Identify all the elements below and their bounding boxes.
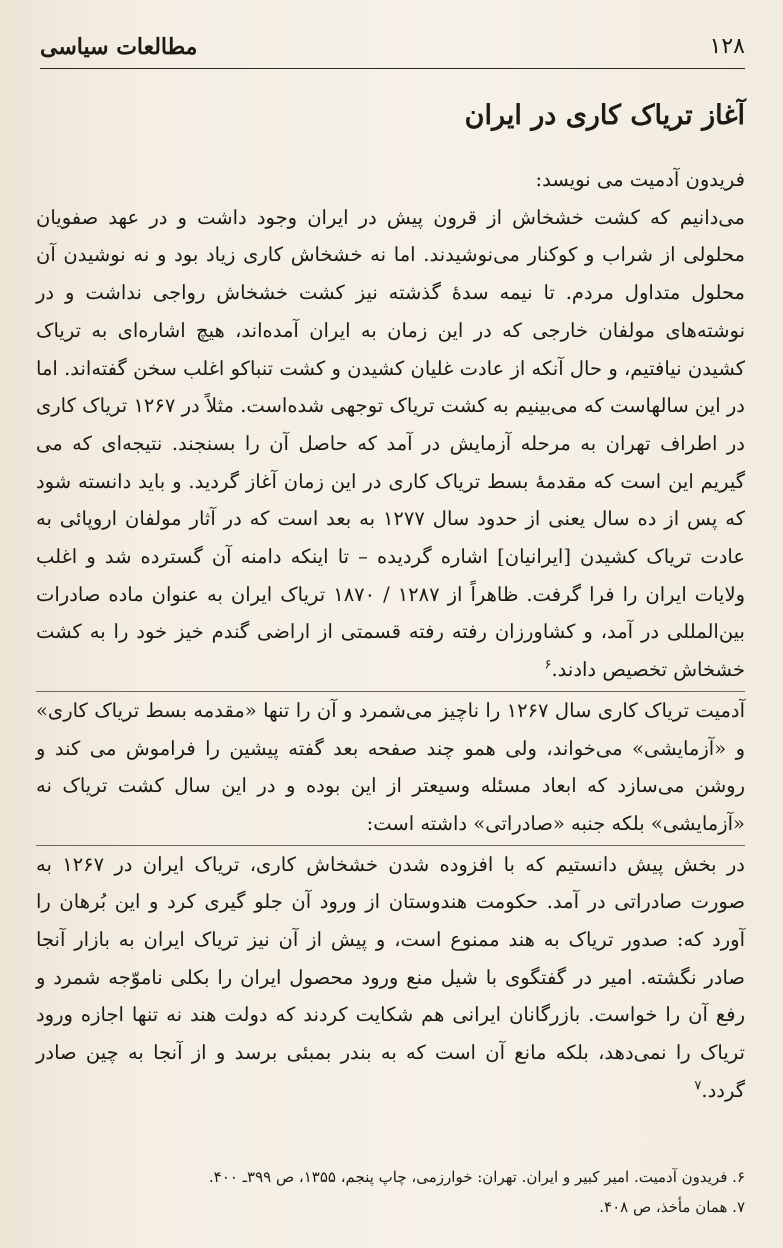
intro-line: فریدون آدمیت می نویسد: xyxy=(535,168,745,191)
body-paragraph-2: آدمیت تریاک کاری سال ۱۲۶۷ را ناچیز می‌شمرد و آن را تنها «مقدمه بسط تریاک کاری» و «آزمایشی» می‌خواند، ولی همو چند صفحه بعد گفته پیشین را فراموش می کند و روشن می‌سازد که ابعاد مسئله وسیعتر از این بوده و در این سال کشت تریاک نه «آزمایشی» بلکه جنبه «صادراتی» داشته است: xyxy=(36,692,745,846)
page-number: ۱۲۸ xyxy=(709,34,745,59)
footnote-ref-7: ۷ xyxy=(694,1078,702,1094)
section-title: آغاز تریاک کاری در ایران xyxy=(464,100,745,131)
page-header xyxy=(40,28,745,69)
quote-text-2: در بخش پیش دانستیم که با افزوده شدن خشخاش کاری، تریاک ایران در ۱۲۶۷ به صورت صادراتی در آمد. حکومت هندوستان از ورود آن جلو گیری کرد و این بُرهان را آورد که: صدور تریاک به هند ممنوع است، و پیش از آن نیز تریاک ایران به بازار آنجا صادر نگشته. امیر در گفتگوی با شیل منع ورود محصول ایران را بکلی ناموّجه شمرد و رفع آن را خواست. بازرگانان ایرانی هم شکایت کردند که دولت هند نه تنها اجازه ورود تریاک را نمی‌دهد، بلکه مانع آن است که به بندر بمبئی برسد و از آنجا به چین صادر گردد. xyxy=(36,852,745,1102)
quote-block-1 xyxy=(36,199,745,692)
quote-text-1: می‌دانیم که کشت خشخاش از قرون پیش در ایران وجود داشت و در عهد صفویان محلولی از شراب و کوکنار می‌نوشیدند. اما نه خشخاش کاری زیاد بود و نه نوشیدن آن محلول متداول مردم. تا نیمه سدهٔ گذشته نیز کشت خشخاش رواجی نداشت و در نوشته‌های مولفان خارجی که در این زمان به ایران آمده‌اند، هیچ اشاره‌ای به تریاک کشیدن نیافتیم، و حال آنکه از عادت غلیان کشیدن و کشت تنباکو اغلب سخن گفته‌اند. اما در این سالهاست که می‌بینیم به کشت تریاک توجهی شده‌است. مثلاً در ۱۲۶۷ تریاک کاری در اطراف تهران به مرحله آزمایش در آمد که حاصل آن را بسنجند. نتیجه‌ای که می گیریم این است که مقدمهٔ بسط تریاک کاری در این زمان آغاز گردید. و باید دانسته شود که پس از ده سال یعنی از حدود سال ۱۲۷۷ به بعد است که در آثار مولفان اروپائی به عادت تریاک کشیدن [ایرانیان] اشاره گردیده – تا اینکه دامنه آن گسترده شد و اغلب ولایات ایران را فرا گرفت. ظاهراً از ۱۲۸۷ / ۱۸۷۰ تریاک ایران به عنوان ماده صادرات بین‌المللی در آمد، و کشاورزان رفته رفته قسمتی از اراضی گندم خیز خود را به کشت خشخاش تخصیص دادند. xyxy=(36,205,746,682)
footnote-ref-6: ۶ xyxy=(544,657,552,673)
footnote-7: ۷. همان مأخذ، ص ۴۰۸. xyxy=(599,1198,745,1216)
footnotes xyxy=(70,1162,745,1222)
footnote-6: ۶. فریدون آدمیت. امیر کبیر و ایران. تهران: خوارزمی، چاپ پنجم، ۱۳۵۵، ص ۳۹۹ـ ۴۰۰. xyxy=(208,1168,745,1186)
page-content xyxy=(36,100,745,1110)
running-title: مطالعات سیاسی xyxy=(40,34,198,60)
quote-paragraph-1 xyxy=(36,199,745,689)
quote-paragraph-2 xyxy=(36,846,745,1110)
